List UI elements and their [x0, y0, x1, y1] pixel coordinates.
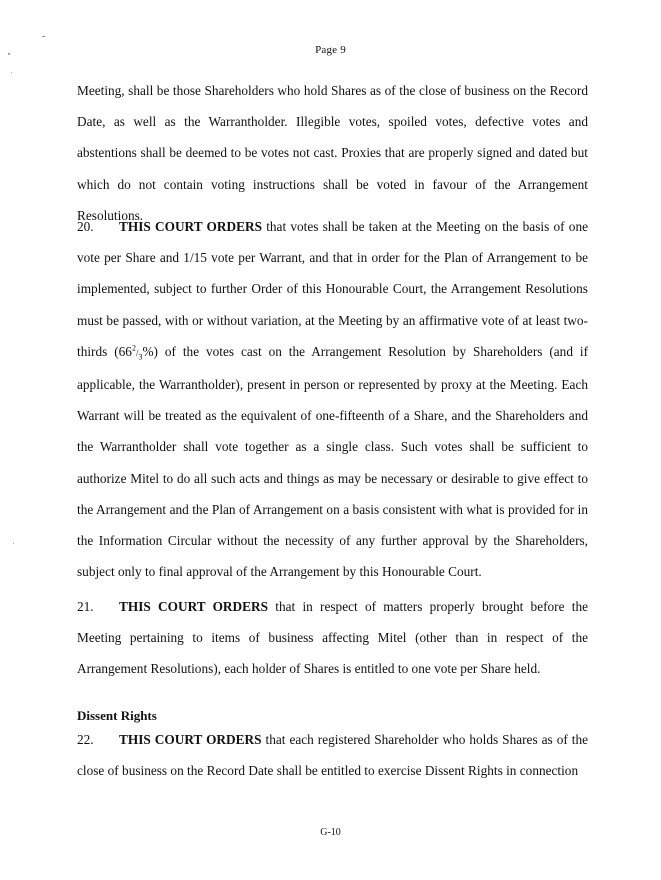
paragraph-text: that in respect of matters properly brought before the Meeting pertaining to items of business affecting Mitel (other than in respect of the Arrangement Resolutions), each holder of Shares is entitled to one vote per Share held. — [77, 599, 589, 677]
fraction-numerator: 2 — [131, 343, 136, 353]
scan-speck — [11, 72, 12, 73]
paragraph-lead: THIS COURT ORDERS — [119, 732, 262, 747]
paragraph-text: that votes shall be taken at the Meeting on the basis of one vote per Share and 1/15 vote per Warrant, and that in order for the Plan of Arrangement to be implemented, subject to further Order of this Honourable Court, the Arrangement Resolutions must be passed, with or without variation, at the Meeting by an affirmative vote of at least two-thirds (66 — [77, 219, 588, 359]
scan-speck — [13, 543, 14, 544]
page-footer: G-10 — [320, 827, 341, 838]
paragraph-lead: THIS COURT ORDERS — [119, 219, 262, 234]
paragraph-text: %) of the votes cast on the Arrangement Resolution by Shareholders (and if applicable, the Warrantholder), present in person or represented by proxy at the Meeting. Each Warrant will be treated as the equivalent of one-fifteenth of a Share, and the Shareholders and the Warrantholder shall vote together as a single class. Such votes shall be sufficient to authorize Mitel to do all such acts and things as may be necessary or desirable to give effect to the Arrangement and the Plan of Arrangement on a basis consistent with what is provided for in the Information Circular without the necessity of any further approval by the Shareholders, subject only to final approval of the Arrangement by this Honourable Court. — [77, 343, 589, 580]
paragraph-continuation — [77, 75, 588, 231]
paragraph-text: that each registered Shareholder who holds Shares as of the close of business on the Record Date shall be entitled to exercise Dissent Rights in connection — [77, 732, 589, 779]
page-header: Page 9 — [315, 44, 346, 56]
fraction-slash: / — [135, 347, 139, 358]
paragraph-lead: THIS COURT ORDERS — [119, 599, 269, 614]
paragraph-20 — [77, 211, 588, 587]
paragraph-22 — [77, 724, 588, 786]
section-heading: Dissent Rights — [77, 708, 157, 723]
paragraph-21 — [77, 591, 588, 685]
paragraph-number: 21. — [77, 599, 94, 614]
scan-speck — [42, 36, 45, 37]
paragraph-number: 22. — [77, 732, 94, 747]
fraction-denominator: 3 — [138, 352, 143, 362]
paragraph-number: 20. — [77, 219, 94, 234]
paragraph-text: Meeting, shall be those Shareholders who hold Shares as of the close of business on the Record Date, as well as the Warrantholder. Illegible votes, spoiled votes, defective votes and abstentions shall be deemed to be votes not cast. Proxies that are properly signed and dated but which do not contain voting instructions shall be voted in favour of the Arrangement Resolutions. — [77, 83, 588, 223]
